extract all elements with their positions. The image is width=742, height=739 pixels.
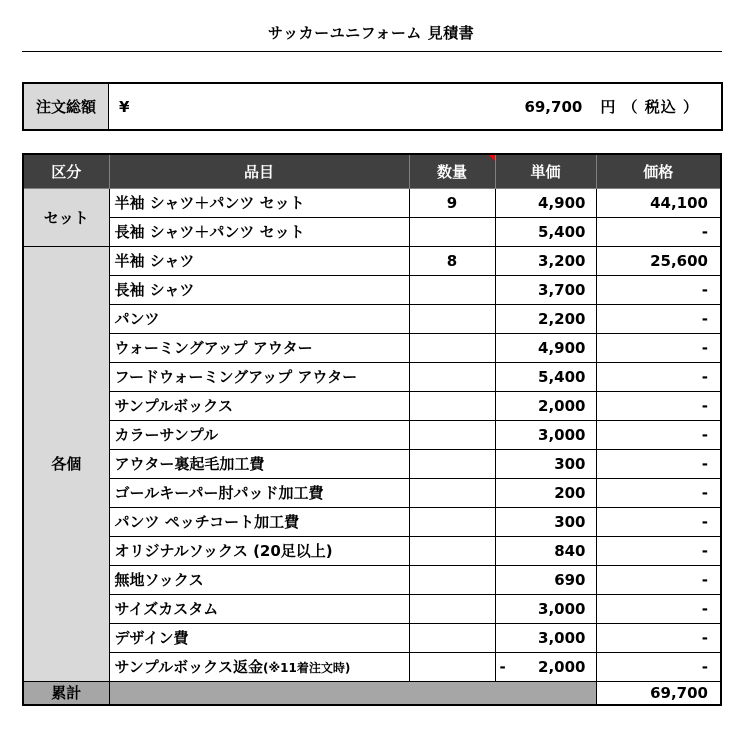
- table-row: [23, 449, 721, 478]
- item-note: (※11着注文時): [263, 661, 351, 675]
- price-cell: -: [596, 420, 721, 449]
- table-row: [23, 623, 721, 652]
- price-cell: -: [596, 536, 721, 565]
- price-cell: -: [596, 362, 721, 391]
- category-cell: セット: [23, 188, 109, 246]
- unit-price-value: 2,000: [538, 396, 586, 415]
- table-row: [23, 420, 721, 449]
- quantity-cell[interactable]: [409, 333, 495, 362]
- table-row: [23, 333, 721, 362]
- item-name: アウター裏起毛加工費: [114, 455, 265, 473]
- price-cell: -: [596, 391, 721, 420]
- currency-symbol: ¥: [119, 97, 130, 116]
- unit-price-cell: [495, 536, 596, 565]
- unit-price-cell: [495, 304, 596, 333]
- item-cell: [109, 275, 409, 304]
- item-name: パンツ: [114, 310, 160, 328]
- price-cell: -: [596, 478, 721, 507]
- negative-sign: -: [499, 657, 506, 676]
- header-item: 品目: [109, 154, 409, 188]
- item-cell: [109, 449, 409, 478]
- quantity-cell[interactable]: [409, 536, 495, 565]
- unit-price-value: 2,000: [538, 657, 586, 676]
- header-category: 区分: [23, 154, 109, 188]
- unit-price-value: 5,400: [538, 367, 586, 386]
- item-name: サンプルボックス返金: [114, 658, 264, 676]
- unit-price-cell: [495, 449, 596, 478]
- unit-price-value: 4,900: [538, 193, 586, 212]
- comment-indicator-icon[interactable]: [489, 155, 495, 161]
- table-row: [23, 391, 721, 420]
- unit-price-cell: [495, 275, 596, 304]
- item-cell: [109, 304, 409, 333]
- category-cell: 各個: [23, 246, 109, 681]
- item-name: カラーサンプル: [114, 426, 219, 444]
- header-quantity: [409, 154, 495, 188]
- item-name: ゴールキーパー肘パッド加工費: [114, 484, 324, 502]
- item-cell: [109, 478, 409, 507]
- unit-price-cell: [495, 652, 596, 681]
- price-cell: -: [596, 652, 721, 681]
- summary-value: 69,700: [596, 681, 721, 705]
- unit-price-value: 4,900: [538, 338, 586, 357]
- price-cell: -: [596, 623, 721, 652]
- order-total-unit: 円 （ 税込 ）: [600, 98, 699, 116]
- quantity-cell[interactable]: [409, 304, 495, 333]
- item-cell: [109, 536, 409, 565]
- unit-price-value: 300: [554, 454, 586, 473]
- item-name: 半袖 シャツ＋パンツ セット: [114, 194, 305, 212]
- price-cell: -: [596, 217, 721, 246]
- quantity-cell[interactable]: [409, 391, 495, 420]
- table-row: [23, 188, 721, 217]
- item-cell: [109, 188, 409, 217]
- order-total-value: [109, 84, 721, 129]
- item-cell: [109, 565, 409, 594]
- unit-price-value: 300: [554, 512, 586, 531]
- quantity-cell[interactable]: [409, 565, 495, 594]
- item-name: パンツ ペッチコート加工費: [114, 513, 300, 531]
- table-row: [23, 275, 721, 304]
- item-name: 無地ソックス: [114, 571, 204, 589]
- unit-price-cell: [495, 478, 596, 507]
- price-cell: -: [596, 594, 721, 623]
- item-name: デザイン費: [114, 629, 189, 647]
- unit-price-value: 3,700: [538, 280, 586, 299]
- table-row: [23, 217, 721, 246]
- item-name: オリジナルソックス (20足以上): [114, 542, 333, 560]
- unit-price-value: 3,000: [538, 628, 586, 647]
- unit-price-value: 2,200: [538, 309, 586, 328]
- summary-label: 累計: [23, 681, 109, 705]
- unit-price-cell: [495, 246, 596, 275]
- summary-row: [23, 681, 721, 705]
- order-total-label: 注文総額: [24, 84, 109, 129]
- price-cell: -: [596, 333, 721, 362]
- unit-price-cell: [495, 565, 596, 594]
- table-row: [23, 478, 721, 507]
- price-cell: -: [596, 449, 721, 478]
- item-name: サイズカスタム: [114, 600, 219, 618]
- unit-price-cell: [495, 507, 596, 536]
- item-name: フードウォーミングアップ アウター: [114, 368, 358, 386]
- price-cell: -: [596, 507, 721, 536]
- item-name: 半袖 シャツ: [114, 252, 195, 270]
- unit-price-value: 3,000: [538, 599, 586, 618]
- unit-price-value: 840: [554, 541, 586, 560]
- table-row: [23, 652, 721, 681]
- quantity-cell[interactable]: [409, 449, 495, 478]
- table-row: [23, 536, 721, 565]
- item-cell: [109, 623, 409, 652]
- item-cell: [109, 594, 409, 623]
- item-cell: [109, 246, 409, 275]
- item-cell: [109, 217, 409, 246]
- quantity-cell[interactable]: [409, 217, 495, 246]
- item-name: ウォーミングアップ アウター: [114, 339, 313, 357]
- estimate-table: [22, 153, 722, 706]
- table-row: [23, 362, 721, 391]
- unit-price-cell: [495, 217, 596, 246]
- quantity-cell[interactable]: 9: [409, 188, 495, 217]
- unit-price-cell: [495, 623, 596, 652]
- price-cell: -: [596, 304, 721, 333]
- unit-price-cell: [495, 362, 596, 391]
- table-row: [23, 594, 721, 623]
- price-cell: 25,600: [596, 246, 721, 275]
- table-header-row: [23, 154, 721, 188]
- order-total-box: [22, 82, 723, 131]
- header-unit-price: 単価: [495, 154, 596, 188]
- quantity-cell[interactable]: [409, 594, 495, 623]
- page-title: サッカーユニフォーム 見積書: [267, 24, 475, 42]
- header-quantity-label: 数量: [436, 162, 467, 181]
- quantity-cell[interactable]: [409, 362, 495, 391]
- quantity-cell[interactable]: [409, 275, 495, 304]
- item-name: 長袖 シャツ: [114, 281, 195, 299]
- table-row: [23, 304, 721, 333]
- unit-price-cell: [495, 188, 596, 217]
- item-cell: [109, 333, 409, 362]
- quantity-cell[interactable]: [409, 623, 495, 652]
- unit-price-cell: [495, 420, 596, 449]
- unit-price-cell: [495, 391, 596, 420]
- price-cell: -: [596, 565, 721, 594]
- table-row: [23, 565, 721, 594]
- unit-price-value: 3,000: [538, 425, 586, 444]
- table-row: [23, 507, 721, 536]
- summary-spacer: [109, 681, 596, 705]
- title-underline: [22, 51, 722, 52]
- quantity-cell[interactable]: [409, 652, 495, 681]
- unit-price-value: 690: [554, 570, 586, 589]
- item-name: サンプルボックス: [114, 397, 234, 415]
- table-row: [23, 246, 721, 275]
- item-cell: [109, 391, 409, 420]
- item-cell: [109, 652, 409, 681]
- price-cell: -: [596, 275, 721, 304]
- item-cell: [109, 507, 409, 536]
- order-total-amount: 69,700: [524, 97, 583, 116]
- unit-price-cell: [495, 594, 596, 623]
- price-cell: 44,100: [596, 188, 721, 217]
- unit-price-value: 3,200: [538, 251, 586, 270]
- quantity-cell[interactable]: [409, 420, 495, 449]
- quantity-cell[interactable]: [409, 478, 495, 507]
- item-name: 長袖 シャツ＋パンツ セット: [114, 223, 305, 241]
- item-cell: [109, 362, 409, 391]
- unit-price-cell: [495, 333, 596, 362]
- quantity-cell[interactable]: 8: [409, 246, 495, 275]
- header-price: 価格: [596, 154, 721, 188]
- unit-price-value: 5,400: [538, 222, 586, 241]
- unit-price-value: 200: [554, 483, 586, 502]
- quantity-cell[interactable]: [409, 507, 495, 536]
- item-cell: [109, 420, 409, 449]
